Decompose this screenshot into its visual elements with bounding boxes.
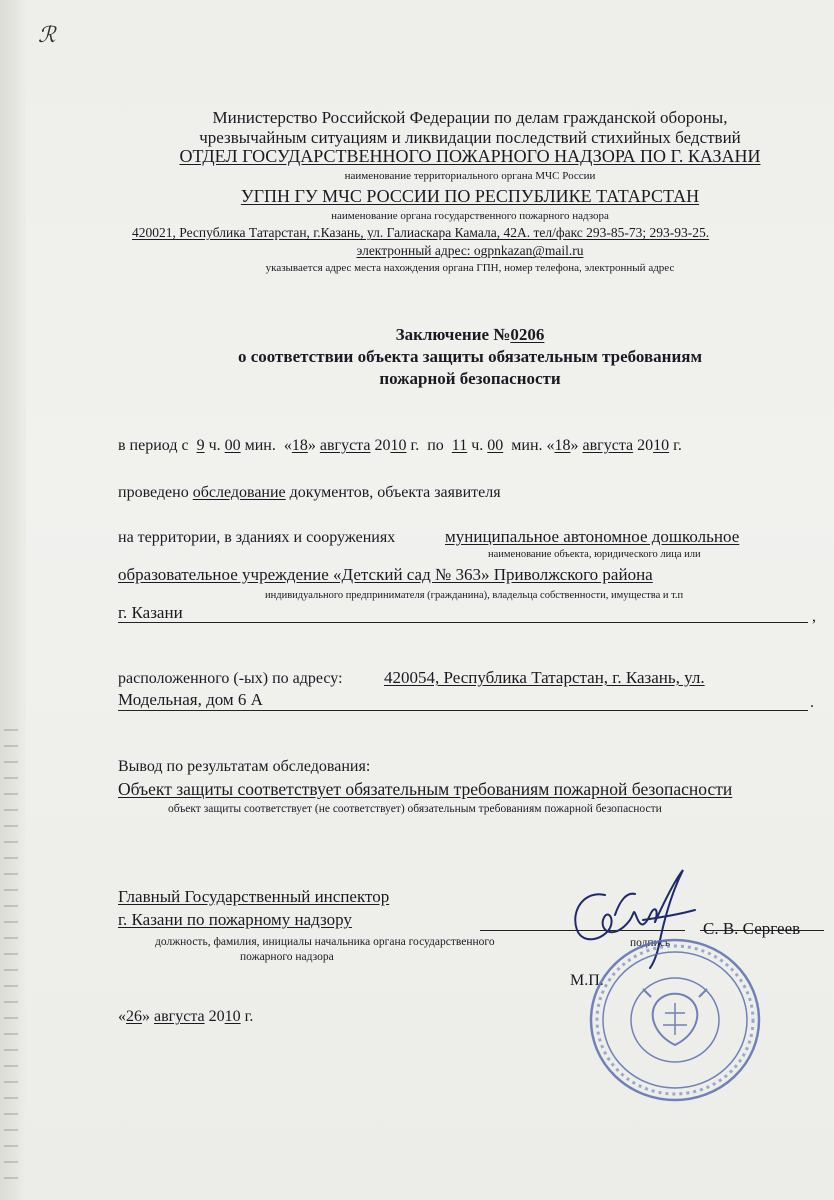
location-address-line-1: 420054, Республика Татарстан, г. Казань, ул. bbox=[384, 668, 705, 687]
date-year: 10 bbox=[224, 1008, 241, 1025]
agency-email: электронный адрес: ogpnkazan@mail.ru bbox=[356, 243, 584, 258]
seal-label: М.П. bbox=[570, 972, 604, 989]
agency-address: 420021, Республика Татарстан, г.Казань, ул. Галиаскара Камала, 42А. тел/факс 293-85-73; 293-93-25. bbox=[132, 225, 710, 240]
to-label: по bbox=[427, 437, 444, 454]
date-open-quote: « bbox=[118, 1008, 126, 1025]
start-year-label: г. bbox=[410, 437, 420, 454]
inspection-period: в период с 9 ч. 00 мин. «18» августа 2010 г. по 11 ч. 00 мин. «18» августа 2010 г. bbox=[118, 437, 682, 454]
minute-label: мин. bbox=[244, 437, 276, 454]
stitch-marks bbox=[4, 720, 18, 1190]
date-year-label: г. bbox=[244, 1008, 254, 1025]
inspection-prefix: проведено bbox=[118, 484, 189, 501]
object-caption-1: наименование объекта, юридического лица или bbox=[488, 549, 701, 560]
position-line-1: Главный Государственный инспектор bbox=[118, 887, 390, 906]
start-year: 10 bbox=[390, 437, 407, 454]
title-line-2: о соответствии объекта защиты обязательным требованиям bbox=[237, 347, 703, 366]
start-year-prefix: 20 bbox=[374, 437, 391, 454]
signature-caption: подпись bbox=[630, 937, 671, 949]
end-day: 18 bbox=[554, 437, 571, 454]
title-number: 0206 bbox=[510, 325, 545, 344]
date-year-prefix: 20 bbox=[208, 1008, 225, 1025]
start-month: августа bbox=[319, 437, 371, 454]
location-dot: . bbox=[810, 694, 814, 711]
position-caption-2: пожарного надзора bbox=[240, 951, 334, 963]
start-minute: 00 bbox=[224, 437, 241, 454]
end-year-prefix: 20 bbox=[637, 437, 654, 454]
object-name-line-2: образовательное учреждение «Детский сад № 363» Приволжского района bbox=[118, 565, 653, 584]
inspection-suffix: документов, объекта заявителя bbox=[289, 484, 501, 501]
hour-label: ч. bbox=[208, 437, 221, 454]
agency-caption: наименование органа государственного пожарного надзора bbox=[331, 210, 609, 222]
signatory-name: С. В. Сергеев bbox=[703, 919, 801, 938]
end-year: 10 bbox=[653, 437, 670, 454]
position-line-2: г. Казани по пожарному надзору bbox=[118, 910, 352, 929]
date-close-quote: » bbox=[142, 1008, 150, 1025]
ministry-line-2: чрезвычайным ситуациям и ликвидации последствий стихийных бедствий bbox=[199, 128, 741, 147]
location-prefix: расположенного (-ых) по адресу: bbox=[118, 670, 343, 687]
title-label: Заключение № bbox=[395, 325, 511, 344]
end-month: августа bbox=[582, 437, 634, 454]
document-date bbox=[118, 1008, 253, 1026]
date-day: 26 bbox=[126, 1008, 142, 1025]
object-name-line-3: г. Казани bbox=[118, 603, 183, 622]
inspection-type: обследование bbox=[192, 484, 286, 501]
department-caption: наименование территориального органа МЧС России bbox=[344, 170, 596, 182]
hour-label-2: ч. bbox=[471, 437, 484, 454]
position-caption-1: должность, фамилия, инициалы начальника органа государственного bbox=[155, 936, 495, 948]
address-caption: указывается адрес места нахождения органа ГПН, номер телефона, электронный адрес bbox=[265, 262, 675, 274]
end-hour: 11 bbox=[451, 437, 468, 454]
start-day: 18 bbox=[291, 437, 308, 454]
object-fill-line bbox=[118, 622, 808, 623]
object-prefix: на территории, в зданиях и сооружениях bbox=[118, 529, 396, 546]
department-name: ОТДЕЛ ГОСУДАРСТВЕННОГО ПОЖАРНОГО НАДЗОРА ПО Г. КАЗАНИ bbox=[179, 146, 761, 166]
conclusion-result: Объект защиты соответствует обязательным требованиям пожарной безопасности bbox=[118, 779, 733, 799]
document-title bbox=[150, 325, 790, 345]
corner-mark: ℛ bbox=[38, 22, 56, 47]
end-minute: 00 bbox=[487, 437, 504, 454]
location-address-line-2: Модельная, дом 6 А bbox=[118, 690, 263, 709]
official-seal bbox=[585, 935, 765, 1105]
conclusion-caption: объект защиты соответствует (не соответствует) обязательным требованиям пожарной безопасности bbox=[168, 803, 662, 815]
object-name-line-1: муниципальное автономное дошкольное bbox=[445, 527, 740, 546]
location-fill-line bbox=[118, 710, 808, 711]
end-year-label: г. bbox=[673, 437, 682, 454]
ministry-line-1: Министерство Российской Федерации по делам гражданской обороны, bbox=[212, 108, 728, 127]
period-prefix: в период с bbox=[118, 437, 189, 454]
conclusion-label: Вывод по результатам обследования: bbox=[118, 758, 371, 775]
start-hour: 9 bbox=[196, 437, 205, 454]
inspection-type-line bbox=[118, 484, 501, 502]
agency-name: УГПН ГУ МЧС РОССИИ ПО РЕСПУБЛИКЕ ТАТАРСТАН bbox=[240, 186, 700, 206]
object-caption-2: индивидуального предпринимателя (гражданина), владельца собственности, имущества и т.п bbox=[265, 590, 684, 601]
minute-label-2: мин. bbox=[511, 437, 543, 454]
object-comma: , bbox=[812, 608, 816, 625]
date-month: августа bbox=[154, 1008, 205, 1025]
title-line-3: пожарной безопасности bbox=[379, 369, 561, 388]
